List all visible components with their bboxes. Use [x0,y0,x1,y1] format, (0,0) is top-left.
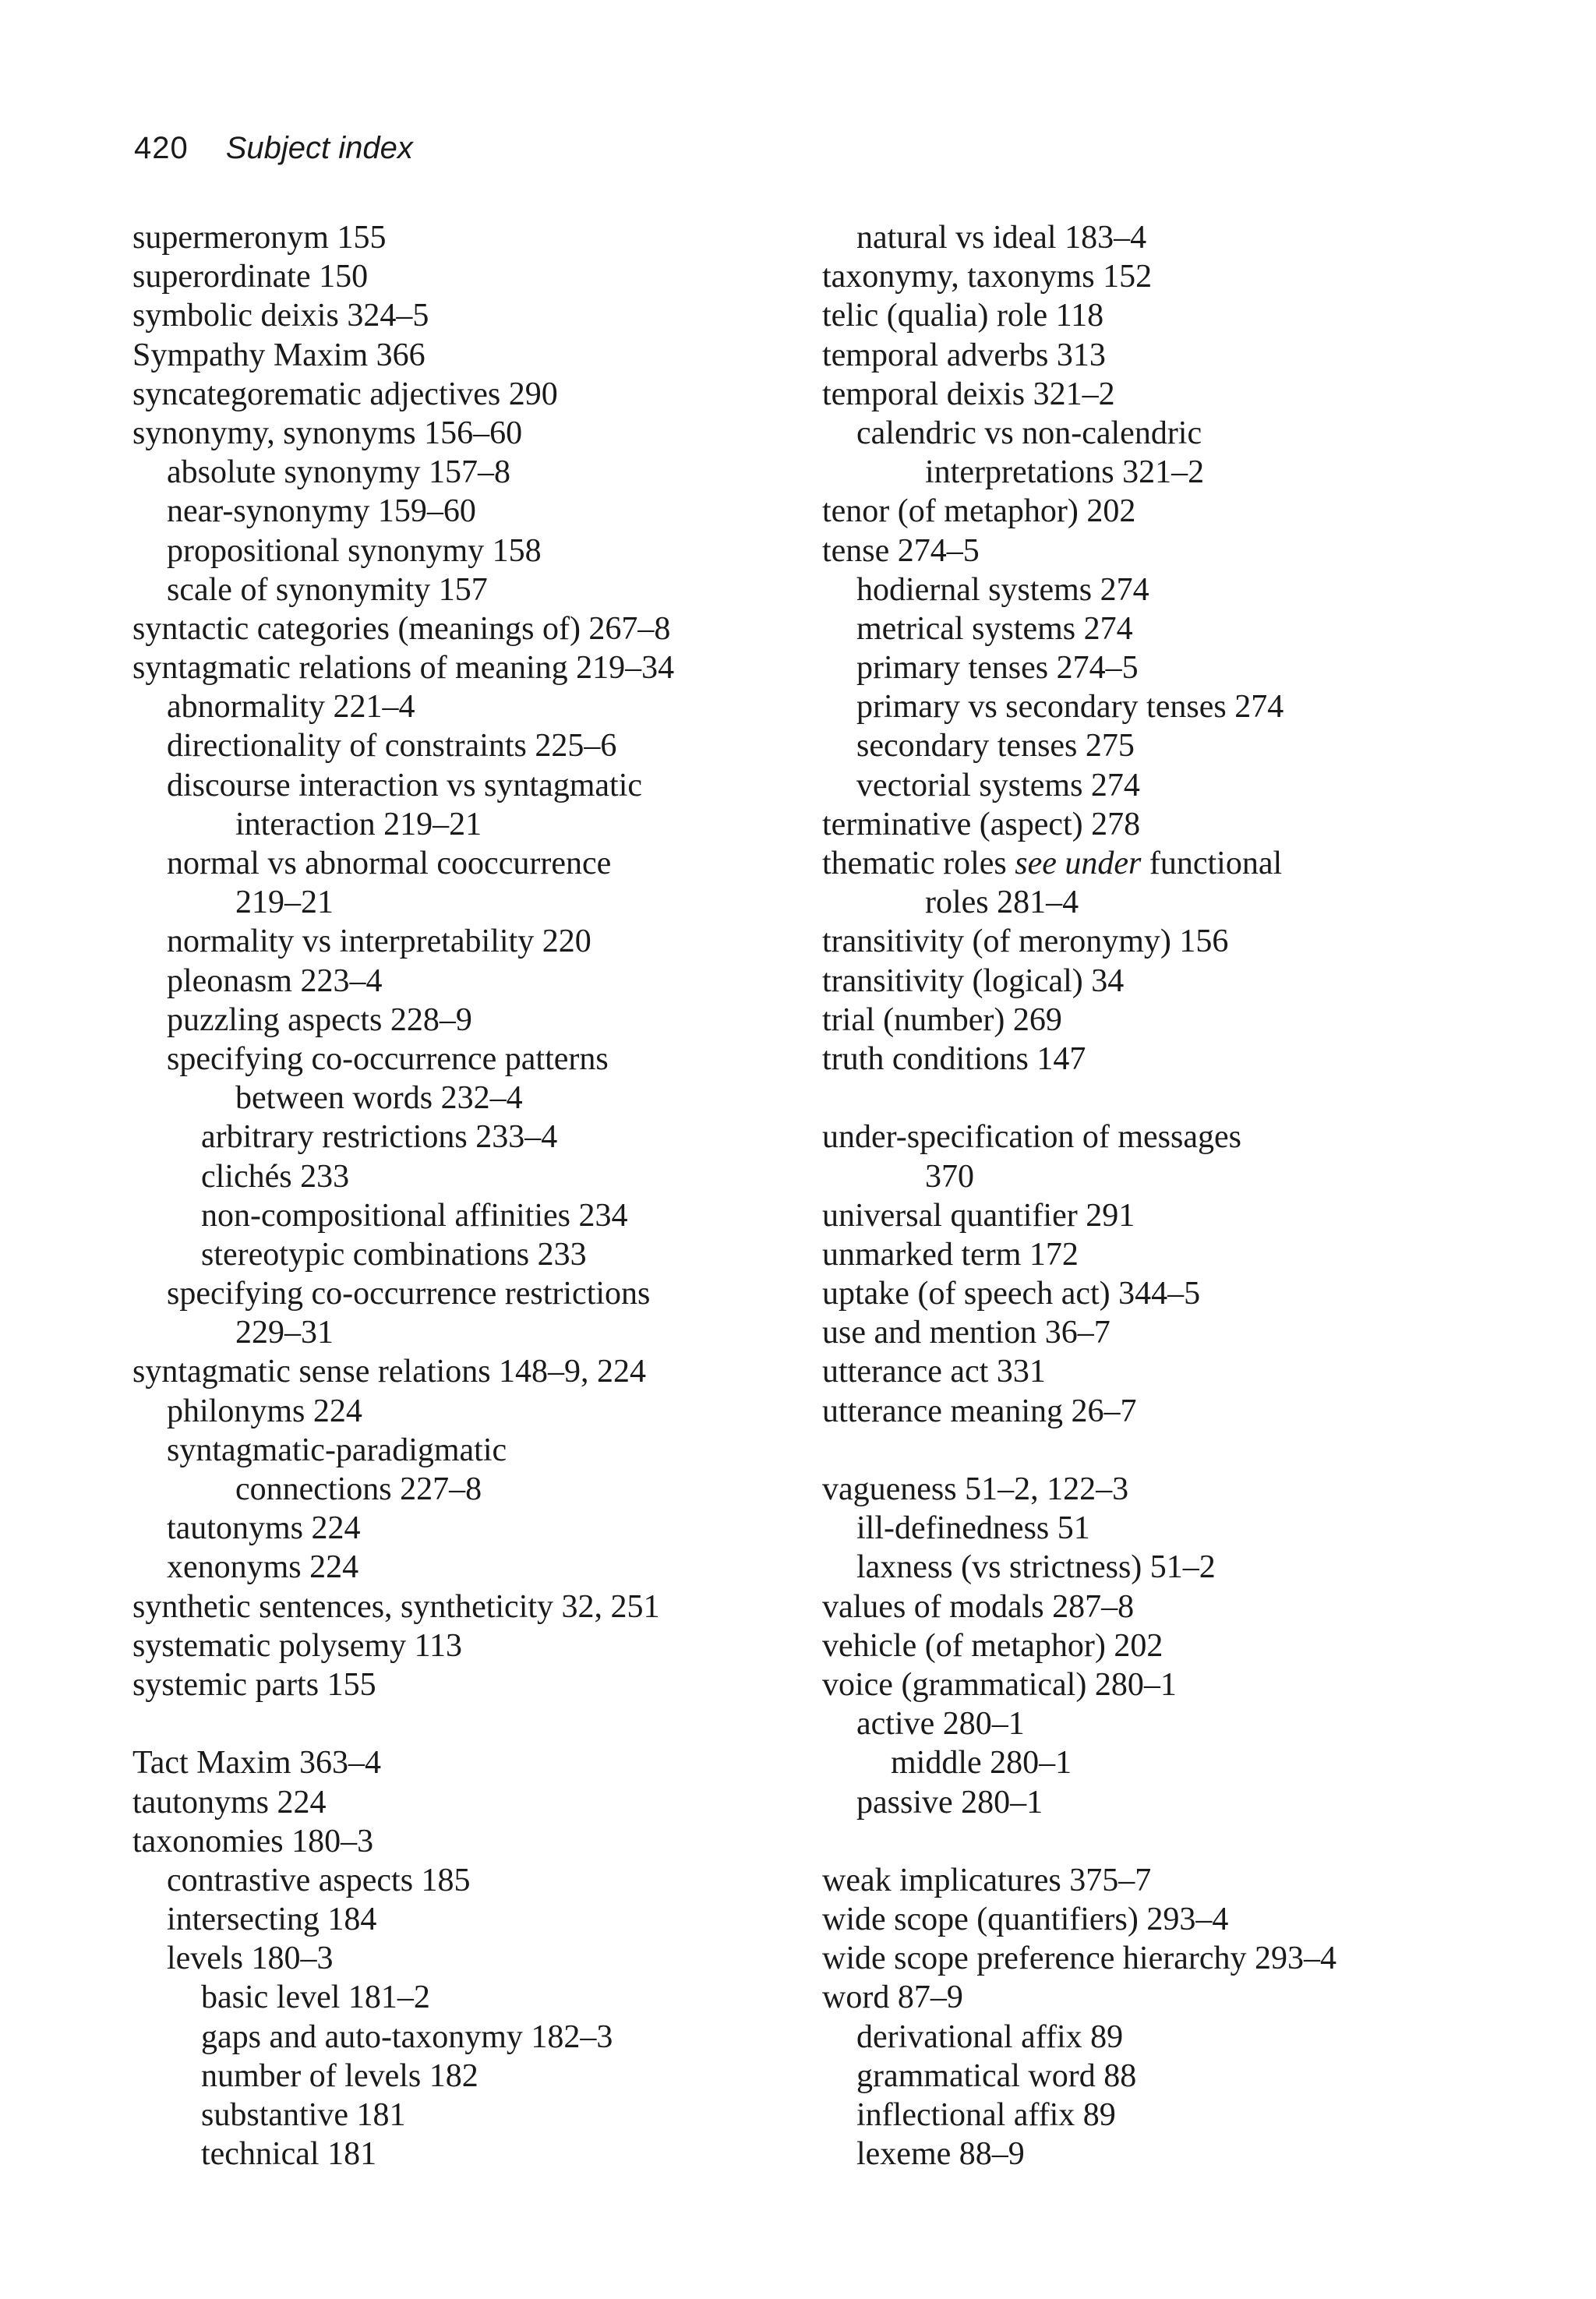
index-entry: taxonymy, taxonyms 152 [822,259,1153,295]
index-entry: telic (qualia) role 118 [822,298,1104,334]
index-entry: wide scope preference hierarchy 293–4 [822,1941,1337,1977]
index-entry: temporal adverbs 313 [822,337,1106,373]
index-entry: use and mention 36–7 [822,1315,1110,1351]
index-entry: syntactic categories (meanings of) 267–8 [132,610,671,647]
index-column-left [132,218,803,2174]
index-entry: truth conditions 147 [822,1040,1086,1077]
index-entry: synthetic sentences, syntheticity 32, 251 [132,1588,660,1625]
index-subentry: scale of synonymity 157 [167,571,488,608]
index-continuation: interaction 219–21 [235,806,482,842]
index-entry: wide scope (quantifiers) 293–4 [822,1902,1229,1938]
index-subentry: derivational affix 89 [856,2018,1124,2055]
index-entry: tautonyms 224 [132,1784,327,1820]
index-entry: tense 274–5 [822,532,980,569]
index-subsubentry: non-compositional affinities 234 [201,1197,628,1234]
index-subentry: normality vs interpretability 220 [167,923,591,960]
index-continuation: connections 227–8 [235,1471,482,1507]
index-subentry: levels 180–3 [167,1941,334,1977]
index-entry: unmarked term 172 [822,1236,1079,1273]
index-subentry: normal vs abnormal cooccurrence [167,846,612,881]
index-continuation: between words 232–4 [235,1080,523,1117]
index-subentry: metrical systems 274 [856,610,1133,647]
index-subentry: passive 280–1 [856,1784,1043,1820]
index-subentry: discourse interaction vs syntagmatic [167,767,643,803]
index-column-right [822,218,1524,2174]
index-subentry: propositional synonymy 158 [167,532,542,569]
index-entry: temporal deixis 321–2 [822,376,1115,412]
index-subentry: philonyms 224 [167,1393,362,1429]
index-entry: values of modals 287–8 [822,1588,1135,1625]
index-subentry: xenonyms 224 [167,1549,359,1586]
index-entry: terminative (aspect) 278 [822,806,1141,842]
index-entry [822,844,1524,883]
running-title: Subject index [225,131,413,165]
index-entry: voice (grammatical) 280–1 [822,1666,1177,1703]
index-entry: syntagmatic sense relations 148–9, 224 [132,1354,647,1390]
index-subentry: laxness (vs strictness) 51–2 [856,1549,1216,1586]
index-subentry: pleonasm 223–4 [167,962,383,999]
index-subsubentry: middle 280–1 [891,1745,1072,1782]
index-subsubentry: technical 181 [201,2136,377,2173]
index-entry: Sympathy Maxim 366 [132,337,425,373]
section-gap [822,1822,1524,1861]
index-entry: symbolic deixis 324–5 [132,298,429,334]
index-subentry: near-synonymy 159–60 [167,493,476,530]
index-subsubentry: number of levels 182 [201,2057,478,2094]
index-subentry: abnormality 221–4 [167,689,415,726]
index-entry: utterance act 331 [822,1354,1046,1390]
entry-text-part: functional [1141,846,1283,881]
index-subentry: specifying co-occurrence restrictions [167,1276,651,1312]
index-entry: syntagmatic relations of meaning 219–34 [132,650,675,687]
index-subentry: contrastive aspects 185 [167,1862,471,1898]
index-subentry: calendric vs non-calendric [856,415,1202,451]
index-subsubentry: arbitrary restrictions 233–4 [201,1119,558,1156]
index-subentry: specifying co-occurrence patterns [167,1040,609,1077]
section-gap [822,1431,1524,1470]
entry-text-part: thematic roles [822,846,1015,881]
index-subentry: primary vs secondary tenses 274 [856,689,1284,726]
index-entry: systemic parts 155 [132,1666,376,1703]
index-subentry: primary tenses 274–5 [856,650,1139,687]
index-entry: uptake (of speech act) 344–5 [822,1276,1201,1312]
index-subentry: natural vs ideal 183–4 [856,220,1147,256]
index-subsubentry: clichés 233 [201,1158,350,1195]
index-entry: universal quantifier 291 [822,1197,1135,1234]
index-entry: trial (number) 269 [822,1001,1062,1038]
index-subentry: hodiernal systems 274 [856,571,1149,608]
index-subsubentry: stereotypic combinations 233 [201,1236,587,1273]
section-gap [822,1079,1524,1118]
index-entry: weak implicatures 375–7 [822,1862,1152,1898]
index-subentry: vectorial systems 274 [856,767,1140,803]
index-entry: vagueness 51–2, 122–3 [822,1471,1129,1507]
index-entry: transitivity (of meronymy) 156 [822,923,1229,960]
index-subentry: intersecting 184 [167,1902,377,1938]
index-subentry: active 280–1 [856,1706,1025,1743]
index-subentry: syntagmatic-paradigmatic [167,1432,507,1468]
page-number: 420 [134,131,189,165]
index-subsubentry: basic level 181–2 [201,1979,430,2016]
index-entry: vehicle (of metaphor) 202 [822,1627,1163,1664]
index-entry: supermeronym 155 [132,220,387,256]
index-subentry: absolute synonymy 157–8 [167,454,510,491]
index-continuation: roles 281–4 [925,885,1079,921]
index-subentry: grammatical word 88 [856,2057,1137,2094]
index-subentry: ill-definedness 51 [856,1510,1090,1547]
index-subentry: lexeme 88–9 [856,2136,1025,2173]
index-entry: transitivity (logical) 34 [822,962,1125,999]
index-entry: Tact Maxim 363–4 [132,1745,381,1782]
index-entry: tenor (of metaphor) 202 [822,493,1136,530]
index-subsubentry: substantive 181 [201,2097,406,2133]
index-entry: synonymy, synonyms 156–60 [132,415,523,451]
index-entry: superordinate 150 [132,259,369,295]
running-header [134,131,413,178]
index-entry: under-specification of messages [822,1119,1241,1156]
index-subentry: puzzling aspects 228–9 [167,1001,472,1038]
index-entry: word 87–9 [822,1979,963,2016]
index-entry: taxonomies 180–3 [132,1823,374,1859]
index-continuation: 229–31 [235,1315,334,1351]
index-subentry: inflectional affix 89 [856,2097,1116,2133]
index-entry: utterance meaning 26–7 [822,1393,1137,1429]
index-subentry: secondary tenses 275 [856,728,1135,765]
index-subentry: directionality of constraints 225–6 [167,728,617,765]
index-subentry: tautonyms 224 [167,1510,361,1547]
index-entry: syncategorematic adjectives 290 [132,376,558,412]
index-continuation: 370 [925,1158,974,1195]
index-entry: systematic polysemy 113 [132,1627,463,1664]
section-gap [132,1704,803,1743]
index-continuation: interpretations 321–2 [925,454,1205,491]
index-subsubentry: gaps and auto-taxonymy 182–3 [201,2018,613,2055]
cross-reference-text: see under [1015,846,1142,881]
index-continuation: 219–21 [235,885,334,921]
